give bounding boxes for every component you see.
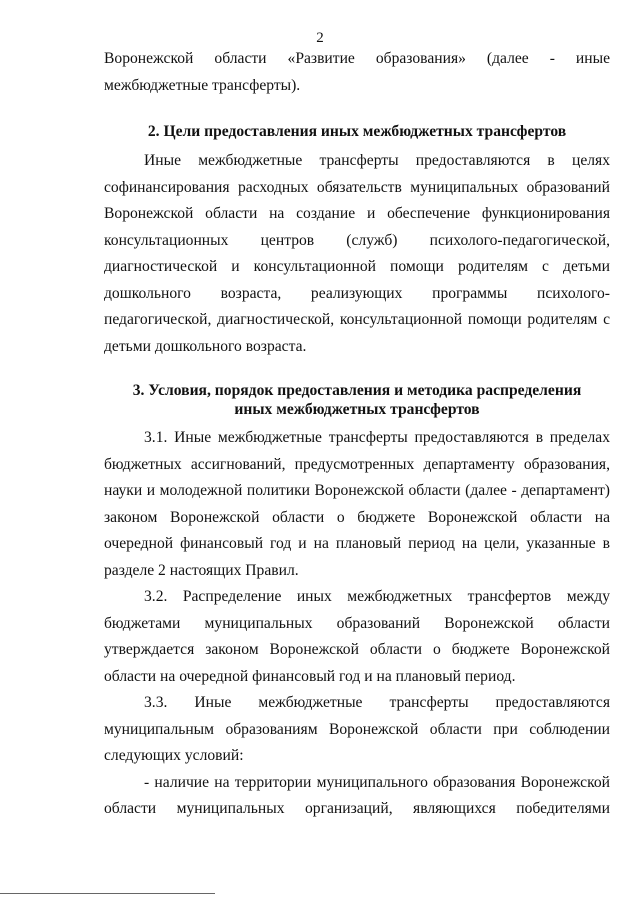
intro-paragraph: Воронежской области «Развитие образования» (далее - иные межбюджетные трансферты).	[104, 50, 610, 94]
section-3-heading-line-1: 3. Условия, порядок предоставления и методика распределения	[132, 382, 582, 399]
paragraph-3-1: 3.1. Иные межбюджетные трансферты предоставляются в пределах бюджетных ассигнований, предусмотренных департаменту образования, науки и молодежной политики Воронежской области (далее - департамент) законом Воронежской области о бюджете Воронежской области на очередной финансовый год и на плановый период на цели, указанные в разделе 2 настоящих Правил.	[104, 429, 610, 579]
page-number: 2	[316, 30, 324, 46]
section-2-heading-block	[104, 122, 610, 141]
paragraph-3-3: 3.3. Иные межбюджетные трансферты предоставляются муниципальным образованиям Воронежской области при соблюдении следующих условий:	[104, 694, 610, 764]
section-2-heading: 2. Цели предоставления иных межбюджетных трансфертов	[147, 123, 567, 140]
section-2-body	[104, 148, 610, 360]
section-2-paragraph: Иные межбюджетные трансферты предоставляются в целях софинансирования расходных обязательств муниципальных образований Воронежской области на создание и обеспечение функционирования консультационных центров (служб) психолого-педагогической, диагностической и консультационной помощи родителям с детьми дошкольного возраста, реализующих программы психолого-педагогической, диагностической, консультационной помощи родителям с детьми дошкольного возраста.	[104, 152, 610, 355]
footer-divider	[0, 893, 215, 894]
section-3-body	[104, 425, 610, 823]
intro-block	[104, 46, 610, 99]
section-3-heading-line-2: иных межбюджетных трансфертов	[234, 401, 480, 418]
section-3-heading-block	[104, 381, 610, 419]
paragraph-3-2: 3.2. Распределение иных межбюджетных трансфертов между бюджетами муниципальных образований Воронежской области утверждается законом Воронежской области о бюджете Воронежской области на очередной финансовый год и на плановый период.	[104, 588, 610, 685]
paragraph-3-3-item: - наличие на территории муниципального образования Воронежской области муниципальных организаций, являющихся победителями	[104, 773, 610, 817]
